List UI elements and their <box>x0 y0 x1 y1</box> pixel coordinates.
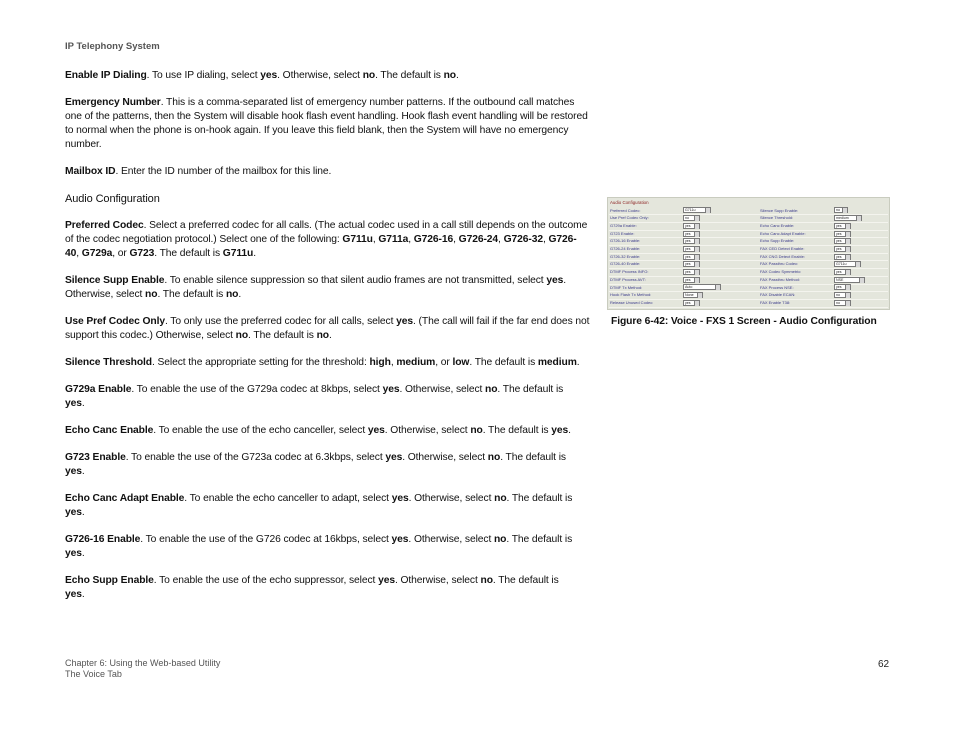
text: . The default is <box>500 452 566 463</box>
figure-field-value: yes <box>836 270 842 274</box>
text: . To use IP dialing, select <box>146 70 261 81</box>
chevron-down-icon <box>694 232 700 237</box>
term: yes <box>391 534 409 545</box>
figure-field-label: FAX Disable ECAN: <box>760 292 796 298</box>
figure-field-select <box>683 246 700 252</box>
term: yes <box>546 275 564 286</box>
term: G726-16 Enable <box>65 534 141 545</box>
term: no <box>362 70 376 81</box>
term: no <box>493 534 507 545</box>
text: . <box>576 357 580 368</box>
term: G726-24 <box>458 234 499 245</box>
chevron-down-icon <box>845 239 851 244</box>
paragraph-use-pref-codec <box>65 315 590 343</box>
term: yes <box>367 425 385 436</box>
figure-field-value: yes <box>836 254 842 259</box>
figure-field-label: Silence Supp Enable: <box>760 207 799 213</box>
figure-field-select <box>834 284 851 290</box>
chevron-down-icon <box>694 255 700 260</box>
term: no <box>494 493 507 504</box>
text: . <box>81 398 85 409</box>
term: Echo Canc Enable <box>65 425 154 436</box>
chevron-down-icon <box>694 262 700 267</box>
text: . The default is <box>157 289 226 300</box>
paragraph-g723 <box>65 451 590 479</box>
audio-configuration-screenshot <box>607 197 890 310</box>
figure-field-select <box>834 277 865 283</box>
figure-field-label: Echo Canc Enable: <box>760 222 795 228</box>
term: Mailbox ID <box>65 166 116 177</box>
section-heading-audio-configuration: Audio Configuration <box>65 193 160 205</box>
figure-field-label: G726-32 Enable: <box>610 253 641 259</box>
page-number: 62 <box>878 659 890 670</box>
term: G711a <box>378 234 409 245</box>
figure-field-value: yes <box>685 223 691 228</box>
term: yes <box>385 452 403 463</box>
text: . To enable the use of the G723a codec at 6.3kbps, select <box>125 452 386 463</box>
text: . Otherwise, select <box>402 452 488 463</box>
chevron-down-icon <box>694 301 700 306</box>
figure-field-select <box>683 269 700 275</box>
chevron-down-icon <box>856 216 862 221</box>
paragraph-echo-canc-adapt <box>65 492 590 520</box>
chevron-down-icon <box>845 224 851 229</box>
text: . <box>81 589 85 600</box>
figure-field-select <box>834 254 851 260</box>
text: . Otherwise, select <box>408 493 495 504</box>
figure-field-label: Preferred Codec: <box>610 207 641 213</box>
chevron-down-icon <box>845 301 851 306</box>
paragraph-silence-threshold <box>65 356 590 370</box>
chevron-down-icon <box>705 208 711 213</box>
chevron-down-icon <box>845 247 851 252</box>
text: , <box>76 248 82 259</box>
figure-field-select <box>834 261 861 267</box>
text: . Otherwise, select <box>394 575 481 586</box>
paragraph-echo-canc <box>65 424 590 438</box>
figure-field-value: G711u <box>685 208 696 213</box>
figure-field-value: no <box>685 216 689 221</box>
term: no <box>470 425 483 436</box>
text: . (The call will fail if the far end does not support this codec.) Otherwise, select <box>65 316 590 341</box>
figure-field-value: yes <box>836 239 842 244</box>
paragraph-silence-supp <box>65 274 590 302</box>
figure-field-value: None <box>685 293 694 298</box>
text: , <box>390 357 397 368</box>
figure-field-value: yes <box>836 285 842 290</box>
term: G723 Enable <box>65 452 126 463</box>
figure-field-select <box>834 269 851 275</box>
text: . Otherwise, select <box>65 275 566 300</box>
paragraph-emergency-number <box>65 96 590 152</box>
figure-field-select <box>834 231 851 237</box>
figure-field-value: G711u <box>836 262 847 267</box>
figure-field-label: FAX Passthru Codec: <box>760 261 799 267</box>
text: , or <box>112 248 130 259</box>
term: yes <box>396 316 414 327</box>
text: . <box>81 466 85 477</box>
figure-field-label: FAX Codec Symmetric: <box>760 269 802 275</box>
chevron-down-icon <box>859 278 865 283</box>
figure-field-select <box>683 284 721 290</box>
figure-field-value: yes <box>685 277 691 282</box>
figure-field-label: FAX CNG Detect Enable: <box>760 253 805 259</box>
figure-field-value: medium <box>836 216 849 221</box>
term: no <box>145 289 158 300</box>
chevron-down-icon <box>845 255 851 260</box>
text: . To enable silence suppression so that silent audio frames are not transmitted, select <box>164 275 547 286</box>
figure-field-select <box>683 223 700 229</box>
chevron-down-icon <box>694 278 700 283</box>
figure-field-label: G729a Enable: <box>610 222 637 228</box>
text: . <box>81 548 85 559</box>
figure-field-select <box>683 215 700 221</box>
chevron-down-icon <box>845 285 851 290</box>
term: no <box>235 330 249 341</box>
figure-field-label: G723 Enable: <box>610 230 635 236</box>
figure-field-select <box>834 207 848 213</box>
text: . The default is <box>248 330 317 341</box>
term: no <box>487 452 501 463</box>
body-text <box>65 69 590 615</box>
figure-field-label: DTMF Tx Method: <box>610 284 643 290</box>
figure-row-divider <box>609 307 888 308</box>
term: G726-32 <box>503 234 543 245</box>
text: , or <box>435 357 453 368</box>
figure-field-value: no <box>836 208 840 213</box>
term: no <box>480 575 493 586</box>
term: Silence Supp Enable <box>65 275 165 286</box>
term: Echo Supp Enable <box>65 575 154 586</box>
figure-field-value: yes <box>836 231 842 236</box>
chevron-down-icon <box>845 270 851 275</box>
text: . The default is <box>492 575 559 586</box>
term: low <box>452 357 470 368</box>
text: , <box>372 234 379 245</box>
figure-field-label: Release Unused Codec: <box>610 299 654 305</box>
figure-field-label: Echo Canc Adapt Enable: <box>760 230 806 236</box>
figure-caption: Figure 6-42: Voice - FXS 1 Screen - Audio Configuration <box>611 316 877 327</box>
figure-field-label: FAX Process NSE: <box>760 284 794 290</box>
text: . To enable the use of the G729a codec at 8kbps, select <box>131 384 383 395</box>
text: . The default is <box>497 384 564 395</box>
term: G726-16 <box>413 234 454 245</box>
figure-field-select <box>683 277 700 283</box>
chevron-down-icon <box>694 270 700 275</box>
figure-field-label: FAX CED Detect Enable: <box>760 246 805 251</box>
term: no <box>485 384 498 395</box>
figure-field-value: Auto <box>685 285 693 290</box>
text: . The default is <box>506 534 573 545</box>
chevron-down-icon <box>694 239 700 244</box>
figure-field-value: yes <box>685 239 691 244</box>
figure-field-select <box>683 292 703 298</box>
text: . Otherwise, select <box>384 425 471 436</box>
figure-field-value: no <box>836 293 840 298</box>
figure-field-select <box>683 261 700 267</box>
text: . <box>568 425 571 436</box>
figure-field-select <box>834 215 862 221</box>
figure-field-label: G726-16 Enable: <box>610 238 641 244</box>
text: . <box>253 248 256 259</box>
term: no <box>316 330 329 341</box>
term: G726-40 <box>65 234 577 259</box>
term: no <box>443 70 456 81</box>
text: . Enter the ID number of the mailbox for this line. <box>115 166 332 177</box>
figure-field-label: FAX Enable T38: <box>760 299 791 305</box>
chevron-down-icon <box>694 216 700 221</box>
term: yes <box>260 70 278 81</box>
figure-field-select <box>834 300 851 306</box>
paragraph-g726-16 <box>65 533 590 561</box>
figure-field-select <box>834 238 851 244</box>
figure-field-label: DTMF Process INFO: <box>610 269 649 275</box>
figure-field-value: yes <box>685 300 691 305</box>
text: . Select the appropriate setting for the threshold: <box>152 357 370 368</box>
figure-field-label: Use Pref Codec Only: <box>610 215 649 221</box>
term: yes <box>65 589 82 600</box>
text: . Select a preferred codec for all calls. (The actual codec used in a call still depends on the outcome of the codec negotiation protocol.) Select one of the following: <box>65 220 588 245</box>
running-header: IP Telephony System <box>65 41 160 52</box>
figure-field-value: yes <box>685 231 691 236</box>
figure-field-select <box>683 238 700 244</box>
figure-field-select <box>683 231 700 237</box>
figure-field-value: no <box>836 300 840 305</box>
text: . <box>81 507 85 518</box>
figure-field-value: NSE <box>836 277 844 282</box>
footer-chapter: Chapter 6: Using the Web-based Utility <box>65 658 221 668</box>
term: yes <box>65 507 82 518</box>
text: . This is a comma-separated list of emergency number patterns. If the outbound call matches one of the patterns, then the System will disable hook flash event handling. Hook flash event handling will be restored to normal when the phone is on-hook again. If you leave this field blank, then the System will have no emergency number. <box>65 97 588 150</box>
term: Echo Canc Adapt Enable <box>65 493 185 504</box>
term: medium <box>537 357 577 368</box>
figure-field-value: yes <box>685 262 691 267</box>
figure-field-label: G726-40 Enable: <box>610 261 641 267</box>
paragraph-enable-ip-dialing <box>65 69 590 83</box>
term: yes <box>65 466 82 477</box>
footer <box>65 658 220 680</box>
text: . To enable the use of the G726 codec at 16kbps, select <box>140 534 392 545</box>
text: . The default is <box>375 70 444 81</box>
term: yes <box>65 548 82 559</box>
text: . Otherwise, select <box>277 70 363 81</box>
figure-field-select <box>834 246 851 252</box>
chevron-down-icon <box>694 224 700 229</box>
term: medium <box>396 357 436 368</box>
text: . To only use the preferred codec for all calls, select <box>164 316 397 327</box>
text: . To enable the use of the echo canceller, select <box>153 425 368 436</box>
figure-field-select <box>834 223 851 229</box>
figure-field-value: yes <box>685 254 691 259</box>
figure-field-select <box>834 292 851 298</box>
figure-field-label: DTMF Process AVT: <box>610 276 646 282</box>
term: Enable IP Dialing <box>65 70 147 81</box>
figure-field-label: FAX Passthru Method: <box>760 276 801 282</box>
figure-field-value: yes <box>836 246 842 251</box>
figure-field-value: yes <box>836 223 842 228</box>
term: yes <box>391 493 409 504</box>
term: yes <box>378 575 395 586</box>
paragraph-echo-supp <box>65 574 590 602</box>
figure-field-value: yes <box>685 246 691 251</box>
term: Emergency Number <box>65 97 161 108</box>
term: no <box>225 289 239 300</box>
term: G729a <box>81 248 113 259</box>
text: . The default is <box>154 248 223 259</box>
text: , <box>498 234 504 245</box>
figure-field-value: yes <box>685 270 691 274</box>
chevron-down-icon <box>715 285 721 290</box>
term: yes <box>551 425 569 436</box>
text: . To enable the use of the echo suppressor, select <box>153 575 379 586</box>
term: high <box>369 357 391 368</box>
text: . The default is <box>482 425 552 436</box>
text: . <box>456 70 459 81</box>
text: . Otherwise, select <box>408 534 494 545</box>
term: yes <box>382 384 400 395</box>
footer-section: The Voice Tab <box>65 669 122 679</box>
term: yes <box>65 398 82 409</box>
chevron-down-icon <box>855 262 861 267</box>
figure-field-select <box>683 254 700 260</box>
chevron-down-icon <box>845 232 851 237</box>
figure-field-label: Echo Supp Enable: <box>760 238 795 244</box>
figure-field-select <box>683 207 711 213</box>
text: . <box>238 289 242 300</box>
figure-title: Audio Configuration <box>610 200 649 205</box>
term: G729a Enable <box>65 384 132 395</box>
text: . Otherwise, select <box>399 384 486 395</box>
term: G711u <box>342 234 373 245</box>
chevron-down-icon <box>697 293 703 298</box>
text: , <box>453 234 459 245</box>
figure-field-label: Hook Flash Tx Method: <box>610 292 652 298</box>
term: Preferred Codec <box>65 220 144 231</box>
chevron-down-icon <box>842 208 848 213</box>
figure-field-label: Silence Threshold: <box>760 215 794 221</box>
text: , <box>542 234 549 245</box>
term: G723 <box>129 248 155 259</box>
text: , <box>408 234 414 245</box>
text: . The default is <box>469 357 538 368</box>
figure-field-select <box>683 300 700 306</box>
text: . <box>328 330 332 341</box>
term: Silence Threshold <box>65 357 152 368</box>
figure-field-label: G726-24 Enable: <box>610 246 641 251</box>
text: . The default is <box>506 493 573 504</box>
text: . To enable the echo canceller to adapt, select <box>184 493 392 504</box>
term: G711u <box>222 248 254 259</box>
paragraph-preferred-codec <box>65 219 590 261</box>
chevron-down-icon <box>694 247 700 252</box>
paragraph-g729a <box>65 383 590 411</box>
term: Use Pref Codec Only <box>65 316 165 327</box>
paragraph-mailbox-id <box>65 165 590 179</box>
chevron-down-icon <box>845 293 851 298</box>
